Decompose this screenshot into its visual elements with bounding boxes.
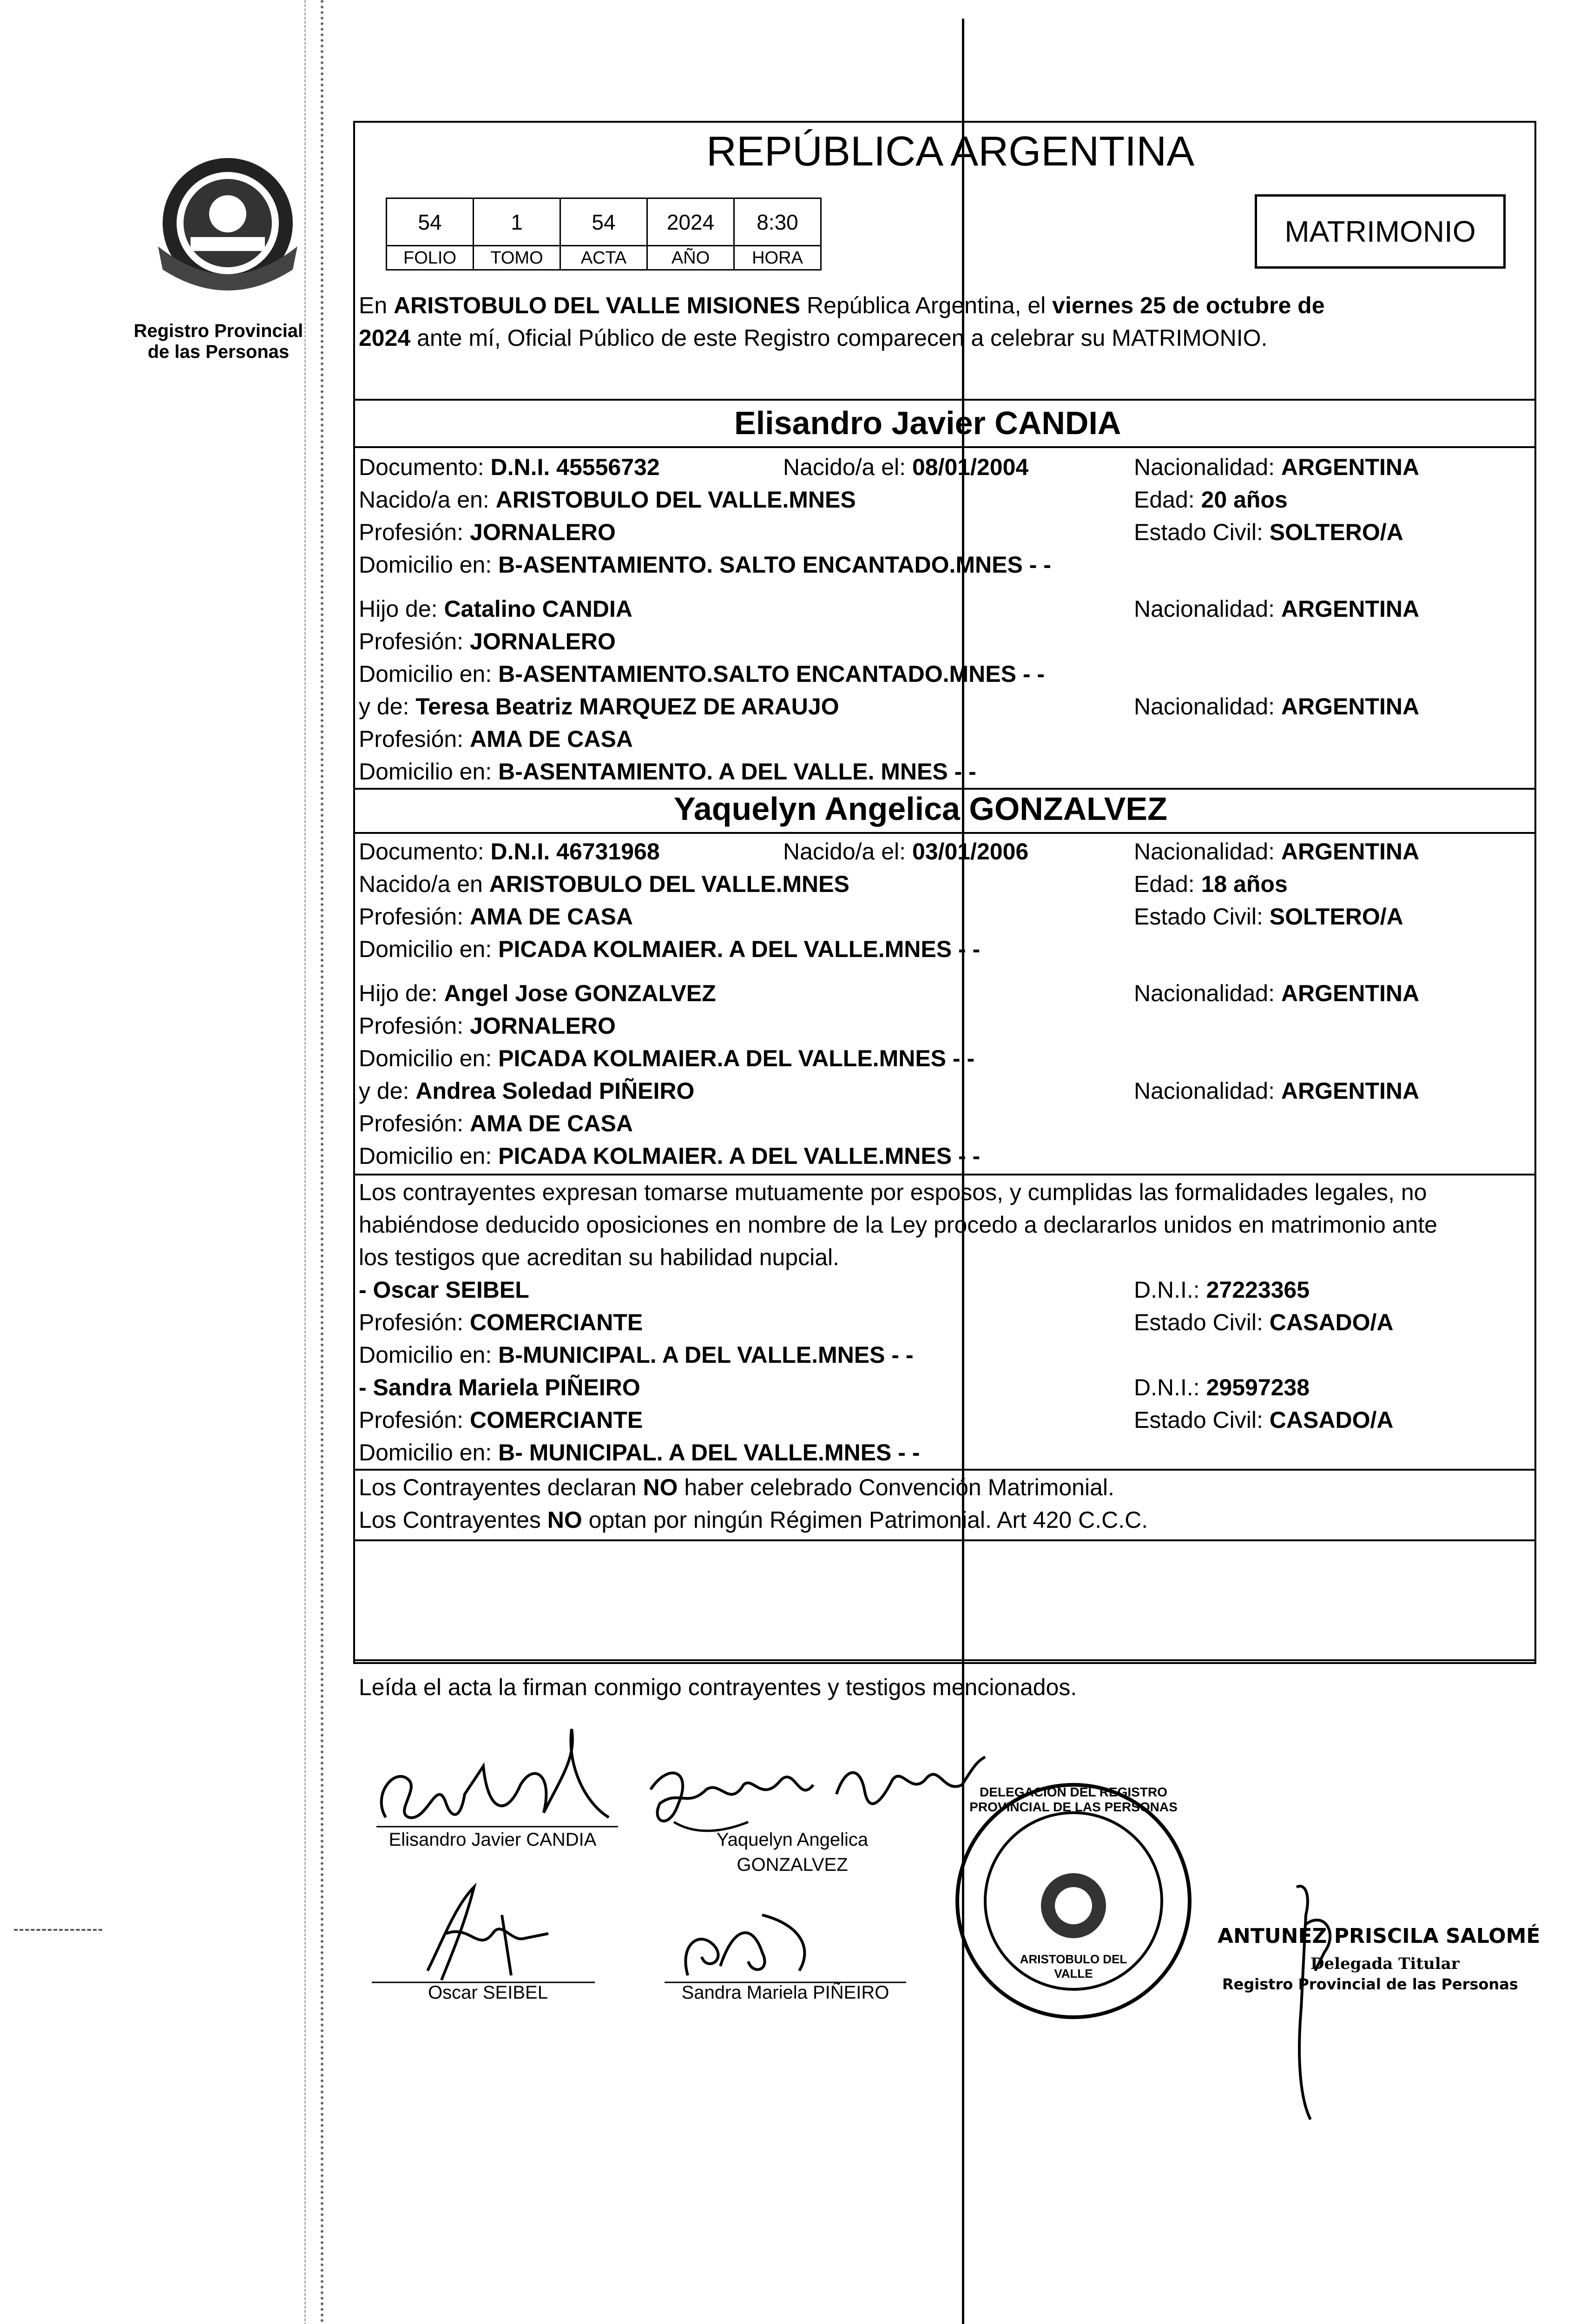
- divider-witness-end: [353, 1469, 1536, 1471]
- bride-signature-caption-2: GONZALVEZ: [737, 1855, 848, 1875]
- groom-civil-status: Estado Civil: SOLTERO/A: [1134, 519, 1403, 545]
- folio-value: 54: [386, 198, 474, 246]
- groom-mother-profession: Profesión: AMA DE CASA: [359, 726, 633, 752]
- groom-address: Domicilio en: B-ASENTAMIENTO. SALTO ENCANTADO.MNES - -: [359, 552, 1051, 578]
- declaration-line-3: los testigos que acreditan su habilidad nupcial.: [359, 1244, 840, 1270]
- bride-mother-nationality: Nacionalidad: ARGENTINA: [1134, 1078, 1420, 1104]
- groom-profession: Profesión: JORNALERO: [359, 519, 616, 545]
- registry-stamp: [953, 1780, 1194, 2022]
- groom-father-profession: Profesión: JORNALERO: [359, 628, 616, 654]
- hora-value: 8:30: [733, 198, 822, 246]
- divider-groom: [353, 446, 1536, 448]
- bride-father-address: Domicilio en: PICADA KOLMAIER.A DEL VALLE.MNES - -: [359, 1045, 975, 1071]
- bride-father-nationality: Nacionalidad: ARGENTINA: [1134, 980, 1420, 1006]
- groom-age: Edad: 20 años: [1134, 487, 1288, 513]
- groom-father-nationality: Nacionalidad: ARGENTINA: [1134, 596, 1420, 622]
- groom-signature-caption: Elisandro Javier CANDIA: [388, 1829, 597, 1850]
- official-stamp-role: Delegada Titular: [1310, 1954, 1460, 1973]
- witness-2-address: Domicilio en: B- MUNICIPAL. A DEL VALLE.MNES - -: [359, 1439, 920, 1466]
- groom-mother: y de: Teresa Beatriz MARQUEZ DE ARAUJO: [359, 693, 839, 720]
- divider-groom-end: [353, 788, 1536, 790]
- acta-label: ACTA: [560, 245, 648, 271]
- intro-line-2: 2024 ante mí, Oficial Público de este Registro comparecen a celebrar su MATRIMONIO.: [359, 325, 1268, 351]
- official-signature-icon: [1269, 1868, 1371, 2129]
- logo-caption-1: Registro Provincial: [133, 321, 303, 341]
- witness-1-signature-caption: Oscar SEIBEL: [428, 1982, 548, 2003]
- witness-2-profession: Profesión: COMERCIANTE: [359, 1407, 643, 1433]
- bride-profession: Profesión: AMA DE CASA: [359, 904, 633, 930]
- country-title: REPÚBLICA ARGENTINA: [706, 128, 1195, 175]
- witness-2-signature-caption: Sandra Mariela PIÑEIRO: [681, 1982, 889, 2003]
- act-type-box: MATRIMONIO: [1255, 194, 1506, 269]
- hora-label: HORA: [733, 245, 822, 271]
- groom-father-address: Domicilio en: B-ASENTAMIENTO.SALTO ENCANTADO.MNES - -: [359, 661, 1045, 687]
- witness-2-signature-icon: [660, 1896, 911, 1989]
- bride-age: Edad: 18 años: [1134, 871, 1288, 897]
- seal-inner-text: ARISTOBULO DEL VALLE: [1020, 1952, 1127, 1981]
- ano-value: 2024: [646, 198, 735, 246]
- bride-signature-caption-1: Yaquelyn Angelica: [716, 1829, 869, 1850]
- groom-name: Elisandro Javier CANDIA: [734, 405, 1121, 441]
- scan-mark: [14, 1929, 102, 1931]
- witness-2-dni: D.N.I.: 29597238: [1134, 1374, 1310, 1400]
- intro-line-1: En ARISTOBULO DEL VALLE MISIONES República Argentina, el viernes 25 de octubre de: [359, 292, 1325, 318]
- witness-1-signature-icon: [372, 1878, 604, 1989]
- witness-1-name: - Oscar SEIBEL: [359, 1277, 529, 1303]
- official-seal-icon: [953, 1780, 1194, 2022]
- logo-caption-2: de las Personas: [147, 342, 290, 362]
- groom-mother-address: Domicilio en: B-ASENTAMIENTO. A DEL VALLE. MNES - -: [359, 759, 976, 785]
- bride-mother: y de: Andrea Soledad PIÑEIRO: [359, 1078, 695, 1104]
- groom-doc: Documento: D.N.I. 45556732: [359, 454, 660, 480]
- bride-nationality: Nacionalidad: ARGENTINA: [1134, 838, 1420, 865]
- bride-mother-address: Domicilio en: PICADA KOLMAIER. A DEL VALLE.MNES - -: [359, 1143, 981, 1169]
- regime-line-1: Los Contrayentes declaran NO haber celebrado Convención Matrimonial.: [359, 1474, 1114, 1500]
- bride-doc: Documento: D.N.I. 46731968: [359, 838, 660, 865]
- groom-signature-icon: [367, 1710, 627, 1845]
- groom-birthplace: Nacido/a en: ARISTOBULO DEL VALLE.MNES: [359, 487, 856, 513]
- official-stamp-office: Registro Provincial de las Personas: [1222, 1975, 1518, 1993]
- declaration-line-1: Los contrayentes expresan tomarse mutuamente por esposos, y cumplidas las formalidades legales, no: [359, 1179, 1427, 1205]
- witness-1-address: Domicilio en: B-MUNICIPAL. A DEL VALLE.MNES - -: [359, 1342, 914, 1368]
- witness-1-dni: D.N.I.: 27223365: [1134, 1277, 1310, 1303]
- bride-name: Yaquelyn Angelica GONZALVEZ: [674, 791, 1167, 827]
- ano-label: AÑO: [646, 245, 735, 271]
- divider-regime-end: [353, 1539, 1536, 1541]
- bride-civil-status: Estado Civil: SOLTERO/A: [1134, 904, 1403, 930]
- groom-mother-nationality: Nacionalidad: ARGENTINA: [1134, 693, 1420, 720]
- folio-label: FOLIO: [386, 245, 474, 271]
- groom-nationality: Nacionalidad: ARGENTINA: [1134, 454, 1420, 480]
- bride-address: Domicilio en: PICADA KOLMAIER. A DEL VALLE.MNES - -: [359, 936, 981, 962]
- bride-father-profession: Profesión: JORNALERO: [359, 1013, 616, 1039]
- groom-father: Hijo de: Catalino CANDIA: [359, 596, 633, 622]
- divider-blank-end: [353, 1659, 1536, 1661]
- tomo-label: TOMO: [473, 245, 561, 271]
- witness-2-civil-status: Estado Civil: CASADO/A: [1134, 1407, 1394, 1433]
- bride-birthplace: Nacido/a en ARISTOBULO DEL VALLE.MNES: [359, 871, 849, 897]
- bride-mother-profession: Profesión: AMA DE CASA: [359, 1110, 633, 1136]
- witness-1-profession: Profesión: COMERCIANTE: [359, 1309, 643, 1335]
- divider-bride-end: [353, 1174, 1536, 1175]
- witness-2-name: - Sandra Mariela PIÑEIRO: [359, 1374, 640, 1400]
- closing-text: Leída el acta la firman conmigo contrayentes y testigos mencionados.: [359, 1674, 1077, 1700]
- official-stamp-name: ANTUNEZ PRISCILA SALOMÉ: [1218, 1924, 1540, 1948]
- bride-father: Hijo de: Angel Jose GONZALVEZ: [359, 980, 716, 1006]
- divider-intro: [353, 399, 1536, 401]
- declaration-line-2: habiéndose deducido oposiciones en nombre de la Ley procedo a declararlos unidos en matrimonio ante: [359, 1212, 1437, 1238]
- seal-ring-text: DELEGACIÓN DEL REGISTRO PROVINCIAL DE LAS PERSONAS: [969, 1785, 1178, 1814]
- binding-margin-line: [321, 0, 323, 2324]
- witness-1-civil-status: Estado Civil: CASADO/A: [1134, 1309, 1394, 1335]
- divider-bride: [353, 832, 1536, 834]
- bride-birthdate: Nacido/a el: 03/01/2006: [783, 838, 1029, 865]
- acta-value: 54: [560, 198, 648, 246]
- registry-logo: [139, 149, 316, 316]
- province-seal-icon: [139, 149, 316, 307]
- groom-birthdate: Nacido/a el: 08/01/2004: [783, 454, 1029, 480]
- regime-line-2: Los Contrayentes NO optan por ningún Régimen Patrimonial. Art 420 C.C.C.: [359, 1507, 1148, 1533]
- tomo-value: 1: [473, 198, 561, 246]
